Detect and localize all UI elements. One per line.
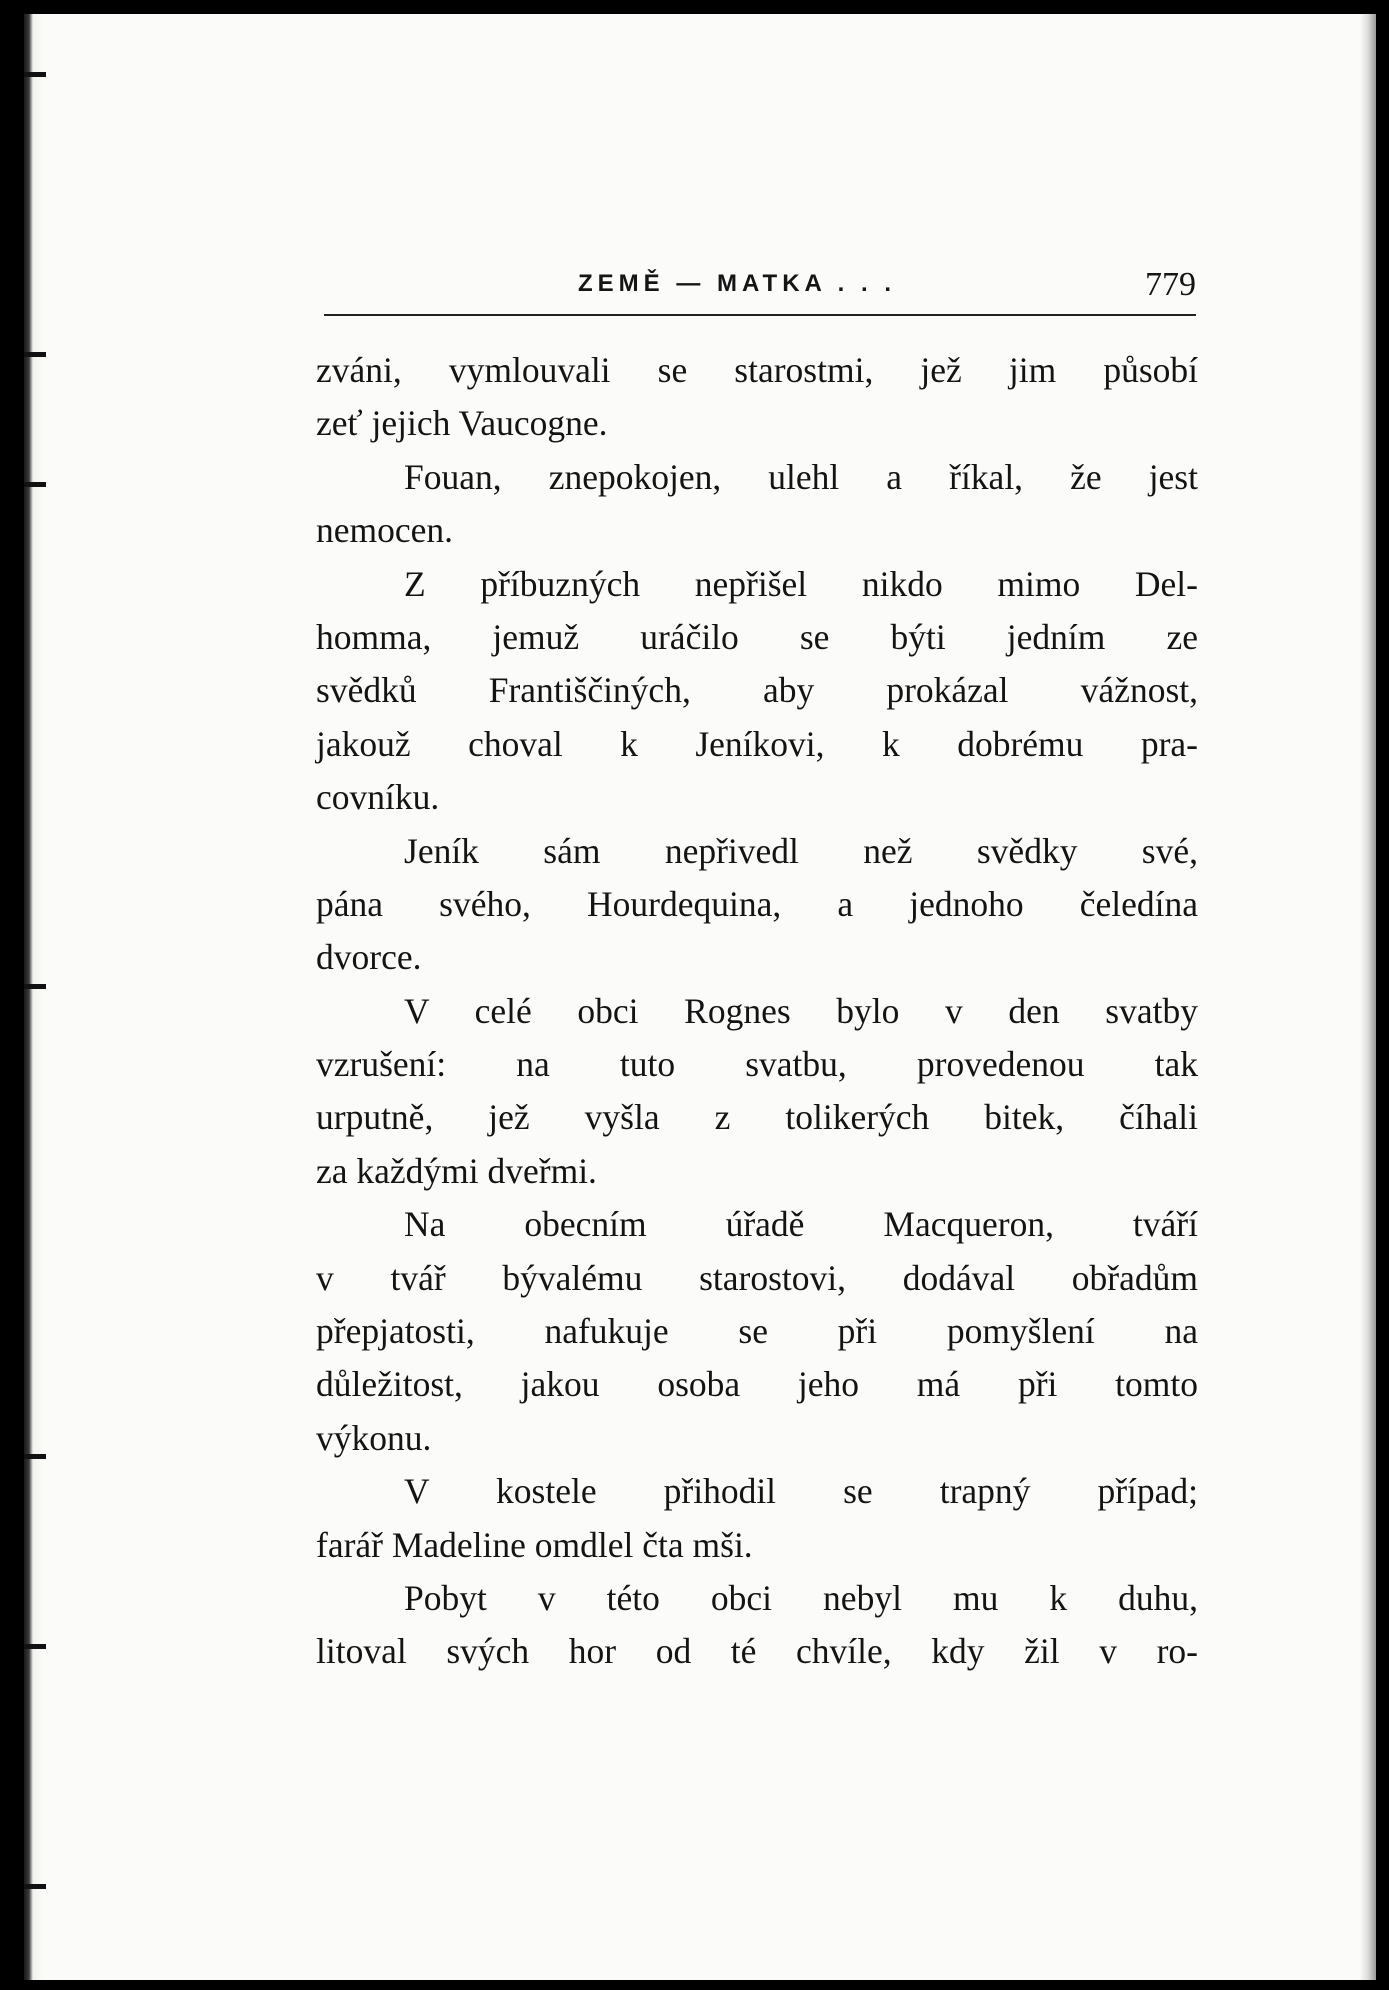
- binding-mark: [24, 984, 46, 989]
- running-header: [324, 260, 1196, 316]
- text-line: Fouan, znepokojen, ulehl a říkal, že jest: [404, 456, 1198, 497]
- book-page: [24, 14, 1376, 1980]
- text-line: svědků Františčiných, aby prokázal vážnost,: [316, 670, 1198, 711]
- text-line: Z příbuzných nepřišel nikdo mimo Del-: [404, 563, 1198, 604]
- text-line: zváni, vymlouvali se starostmi, jež jim působí: [316, 350, 1198, 390]
- text-line: výkonu.: [316, 1417, 432, 1458]
- text-line: zeť jejich Vaucogne.: [316, 403, 608, 444]
- binding-mark: [24, 1644, 46, 1649]
- text-line: za každými dveřmi.: [316, 1150, 597, 1191]
- text-line: v tvář bývalému starostovi, dodával obřadům: [316, 1257, 1198, 1298]
- text-line: litoval svých hor od té chvíle, kdy žil v ro-: [316, 1631, 1198, 1672]
- page-edge-shadow: [1360, 14, 1376, 1980]
- text-line: dvorce.: [316, 937, 422, 978]
- binding-mark: [24, 482, 46, 487]
- binding-edge: [24, 14, 44, 1980]
- text-line: vzrušení: na tuto svatbu, provedenou tak: [316, 1044, 1198, 1085]
- body-text: [316, 344, 1198, 1679]
- text-line: covníku.: [316, 777, 440, 818]
- text-line: homma, jemuž uráčilo se býti jedním ze: [316, 616, 1198, 657]
- binding-mark: [24, 1884, 46, 1889]
- binding-mark: [24, 72, 46, 77]
- text-line: Jeník sám nepřivedl než svědky své,: [404, 830, 1198, 871]
- text-line: Na obecním úřadě Macqueron, tváří: [404, 1204, 1198, 1245]
- text-line: V celé obci Rognes bylo v den svatby: [404, 990, 1198, 1031]
- text-line: pána svého, Hourdequina, a jednoho čeledína: [316, 883, 1198, 924]
- text-line: V kostele přihodil se trapný případ;: [404, 1471, 1198, 1512]
- text-line: jakouž choval k Jeníkovi, k dobrému pra-: [316, 723, 1198, 764]
- text-line: přepjatosti, nafukuje se při pomyšlení na: [316, 1311, 1198, 1352]
- text-line: nemocen.: [316, 510, 454, 551]
- text-line: urputně, jež vyšla z tolikerých bitek, číhali: [316, 1097, 1198, 1138]
- text-line: farář Madeline omdlel čta mši.: [316, 1524, 753, 1565]
- running-title: ZEMĚ — MATKA . . .: [578, 270, 896, 297]
- binding-mark: [24, 1454, 46, 1459]
- text-line: důležitost, jakou osoba jeho má při tomto: [316, 1364, 1198, 1405]
- page-number: 779: [1145, 266, 1196, 303]
- binding-mark: [24, 352, 46, 357]
- text-line: Pobyt v této obci nebyl mu k duhu,: [404, 1577, 1198, 1618]
